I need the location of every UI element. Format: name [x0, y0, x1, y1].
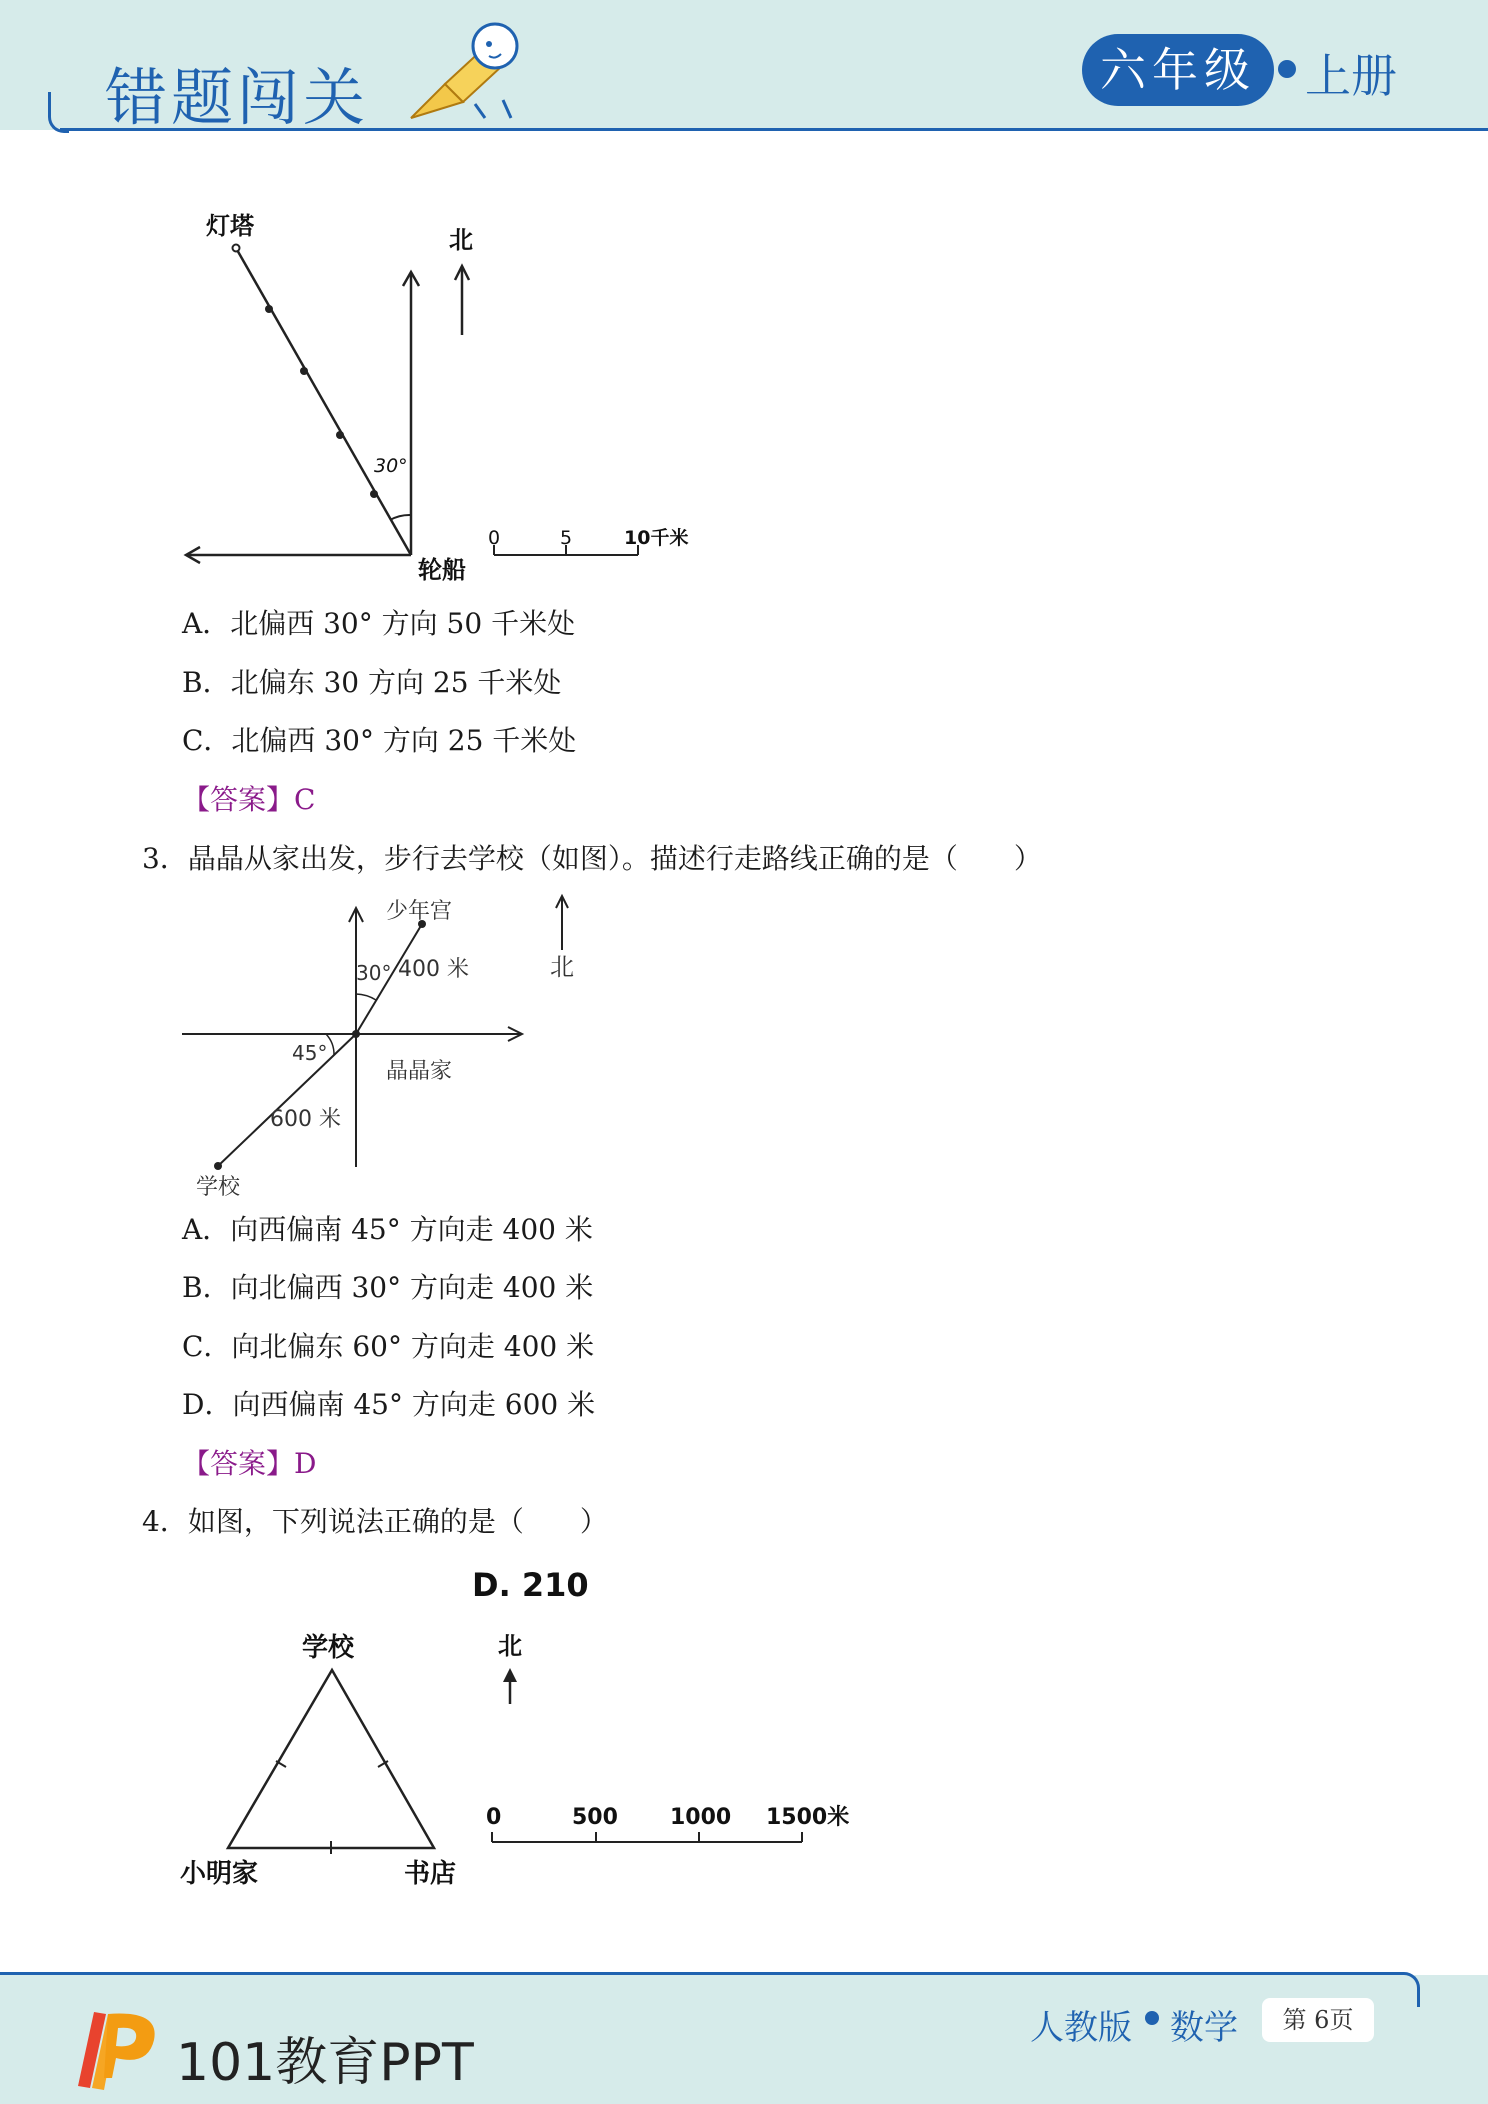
- q2-angle-label: 30°: [374, 455, 408, 477]
- q3-route-figure: [176, 890, 596, 1202]
- q3-dist-400-label: 400 米: [398, 957, 469, 982]
- q3-option-c: C．向北偏东 60° 方向走 400 米: [182, 1330, 595, 1363]
- q2-direction-figure: [176, 210, 716, 590]
- q3-option-d: D．向西偏南 45° 方向走 600 米: [182, 1388, 596, 1421]
- q2-option-c: C．北偏西 30° 方向 25 千米处: [182, 724, 577, 757]
- q3-dist-600-label: 600 米: [270, 1107, 341, 1132]
- q4-scale-1500: 1500米: [766, 1805, 850, 1830]
- grade-badge: 六年级: [1082, 34, 1274, 106]
- header-title: 错题闯关: [105, 61, 370, 134]
- q3-question: 3．晶晶从家出发，步行去学校（如图）。描述行走路线正确的是（ ）: [142, 842, 1042, 875]
- footer-hook-decoration: [1395, 1972, 1420, 2007]
- q4-scale-500: 500: [572, 1805, 618, 1830]
- page-number: 第 6页: [1262, 1998, 1374, 2042]
- q2-answer: 【答案】C: [182, 783, 316, 816]
- footer-brand: 101教育PPT: [176, 2033, 474, 2093]
- q3-north-label: 北: [550, 953, 574, 981]
- q2-ship-label: 轮船: [418, 556, 466, 584]
- pencil-mascot-icon: [405, 14, 545, 124]
- q2-lighthouse-label: 灯塔: [206, 212, 254, 240]
- brand-logo-icon: [68, 2000, 168, 2092]
- q2-scale-10: 10千米: [624, 527, 689, 549]
- q4-scale-1000: 1000: [670, 1805, 732, 1830]
- footer-edition: 人教版: [1030, 2008, 1132, 2048]
- footer-divider: [0, 1972, 1400, 1975]
- q3-school-label: 学校: [196, 1175, 241, 1200]
- q4-home-label: 小明家: [180, 1859, 259, 1889]
- q2-scale-5: 5: [560, 527, 573, 549]
- header-hook-decoration: [48, 92, 69, 133]
- q4-question: 4．如图，下列说法正确的是（ ）: [142, 1505, 608, 1538]
- q3-answer: 【答案】D: [182, 1447, 317, 1480]
- q4-top-label: D. 210: [472, 1566, 589, 1604]
- footer-subject: 数学: [1170, 2008, 1238, 2048]
- q4-school-label: 学校: [302, 1633, 355, 1663]
- q4-scale-0: 0: [486, 1805, 502, 1830]
- q4-north-label: 北: [498, 1632, 522, 1660]
- q3-option-b: B．向北偏西 30° 方向走 400 米: [182, 1271, 594, 1304]
- q4-store-label: 书店: [404, 1859, 457, 1889]
- q2-option-b: B．北偏东 30 方向 25 千米处: [182, 666, 562, 699]
- q2-option-a: A．北偏西 30° 方向 50 千米处: [182, 607, 576, 640]
- q3-angle-30-label: 30°: [356, 961, 392, 985]
- q3-option-a: A．向西偏南 45° 方向走 400 米: [182, 1213, 593, 1246]
- volume-label: 上册: [1305, 49, 1397, 103]
- footer-dot: [1145, 2011, 1159, 2025]
- q3-palace-label: 少年宫: [386, 899, 453, 924]
- q2-north-label: 北: [449, 226, 473, 254]
- q4-triangle-figure: [170, 1556, 870, 1896]
- q3-home-label: 晶晶家: [386, 1059, 453, 1084]
- q3-angle-45-label: 45°: [292, 1041, 328, 1065]
- q2-scale-0: 0: [488, 527, 501, 549]
- header-dot: [1278, 60, 1296, 78]
